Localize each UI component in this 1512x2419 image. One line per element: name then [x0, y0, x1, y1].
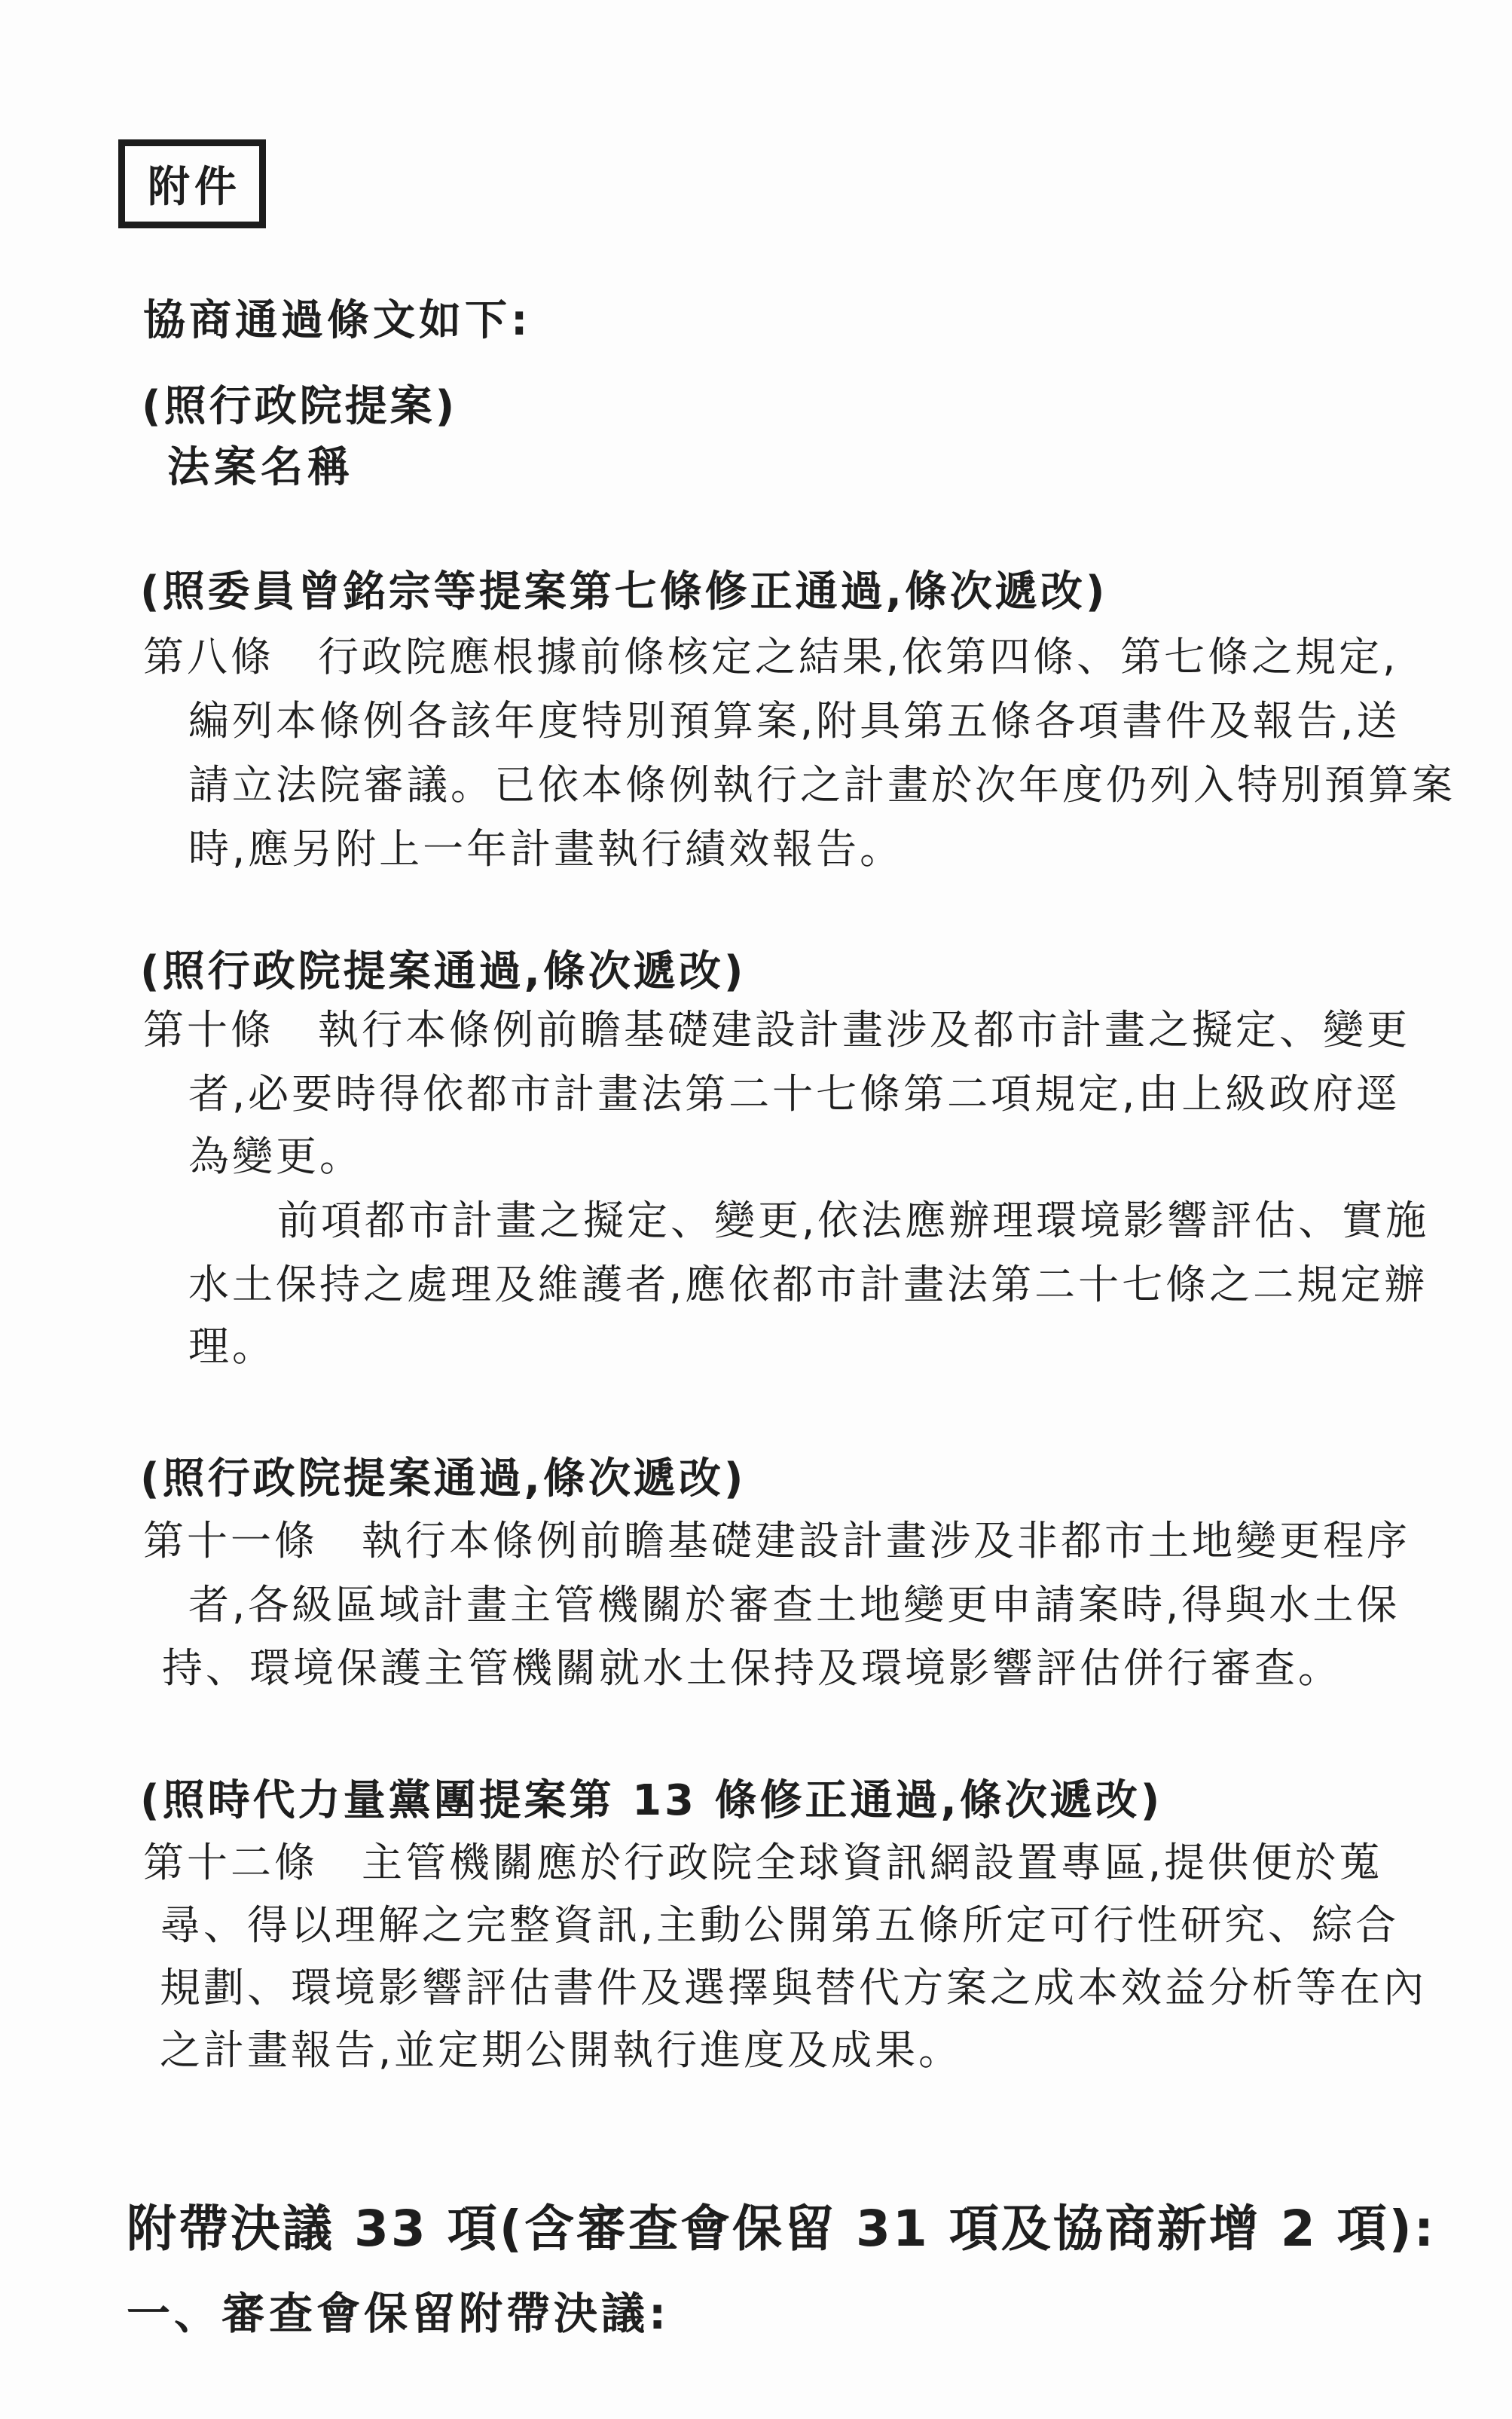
article-line: 第八條 行政院應根據前條核定之結果,依第四條、第七條之規定,	[143, 633, 1399, 680]
section-header: (照行政院提案)	[142, 382, 458, 431]
section-header: (照時代力量黨團提案第 13 條修正通過,條次遞改)	[140, 1776, 1163, 1825]
article-line: 理。	[188, 1323, 276, 1370]
article-line: 時,應另附上一年計畫執行績效報告。	[188, 825, 904, 873]
article-line: 為變更。	[188, 1133, 363, 1180]
article-line: 第十一條 執行本條例前瞻基礎建設計畫涉及非都市土地變更程序	[143, 1517, 1410, 1564]
article-line: 者,各級區域計畫主管機關於審查土地變更申請案時,得與水土保	[188, 1581, 1401, 1628]
resolutions-item: 一、審查會保留附帶決議:	[127, 2288, 670, 2339]
attachment-label: 附件	[148, 163, 241, 212]
bill-name-line: 法案名稱	[167, 443, 354, 492]
article-line: 請立法院審議。已依本條例執行之計畫於次年度仍列入特別預算案	[188, 761, 1455, 809]
article-line: 前項都市計畫之擬定、變更,依法應辦理環境影響評估、實施	[277, 1197, 1430, 1244]
section-header: (照委員曾銘宗等提案第七條修正通過,條次遞改)	[140, 567, 1108, 616]
article-line: 之計畫報告,並定期公開執行進度及成果。	[160, 2026, 963, 2074]
intro-line: 協商通過條文如下:	[143, 296, 532, 345]
article-line: 者,必要時得依都市計畫法第二十七條第二項規定,由上級政府逕	[188, 1070, 1401, 1118]
section-header: (照行政院提案通過,條次遞改)	[140, 947, 747, 996]
article-line: 尋、得以理解之完整資訊,主動公開第五條所定可行性研究、綜合	[160, 1901, 1400, 1949]
section-header: (照行政院提案通過,條次遞改)	[140, 1454, 747, 1503]
article-line: 第十條 執行本條例前瞻基礎建設計畫涉及都市計畫之擬定、變更	[143, 1006, 1410, 1054]
article-line: 編列本條例各該年度特別預算案,附具第五條各項書件及報告,送	[188, 697, 1401, 745]
article-line: 持、環境保護主管機關就水土保持及環境影響評估併行審查。	[162, 1644, 1342, 1692]
article-line: 水土保持之處理及維護者,應依都市計畫法第二十七條之二規定辦	[188, 1261, 1428, 1308]
attachment-label-box	[118, 139, 266, 228]
article-line: 規劃、環境影響評估書件及選擇與替代方案之成本效益分析等在內	[160, 1964, 1427, 2011]
article-line: 第十二條 主管機關應於行政院全球資訊網設置專區,提供便於蒐	[143, 1839, 1383, 1886]
resolutions-heading: 附帶決議 33 項(含審查會保留 31 項及協商新增 2 項):	[127, 2200, 1437, 2258]
